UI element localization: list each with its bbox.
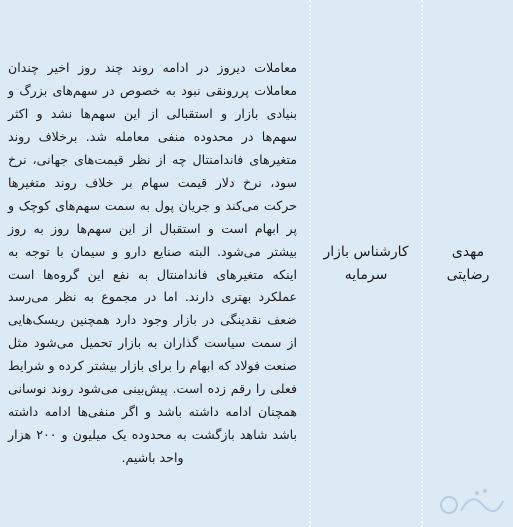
name-cell (422, 0, 513, 527)
analyst-commentary: معاملات دیروز در ادامه روند چند روز اخیر چندان معاملات پررونقی نبود به خصوص در سهم‌های بزرگ و بنیادی بازار و استقبالی از این سهم‌ها نشد و اکثر سهم‌ها در محدوده منفی معامله شد. برخلاف روند متغیرهای فاندامنتال چه از نظر قیمت‌های جهانی، نرخ سود، نرخ دلار قیمت سهام بر خلاف روند متغیرها حرکت می‌کند و جریان پول به سمت سهم‌های کوچک و پر ابهام است و استقبال از این سهم‌ها روز به روز بیشتر می‌شود. البته صنایع دارو و سیمان با توجه به اینکه متغیرهای فاندامنتال به نفع این گروه‌ها است عملکرد بهتری دارند. اما در مجموع به نظر می‌رسد ضعف نقدینگی در بازار وجود دارد همچنین ریسک‌هایی از سمت سیاست گذاران به بازار تحمیل می‌شود مثل صنعت فولاد که ابهام را برای بازار بیشتر کرده و شرایط فعلی را رقم زده است. پیش‌بینی می‌شود روند نوسانی همچنان ادامه داشته باشد و اگر منفی‌ها ادامه داشته باشد شاهد بازگشت به محدوده یک میلیون و ۲۰۰ هزار واحد باشیم. (8, 60, 297, 465)
analyst-role: کارشناس بازار سرمایه (323, 243, 409, 283)
role-cell (310, 0, 422, 527)
logo-watermark-icon (437, 483, 507, 523)
analyst-name: مهدی رضایتی (446, 243, 490, 283)
